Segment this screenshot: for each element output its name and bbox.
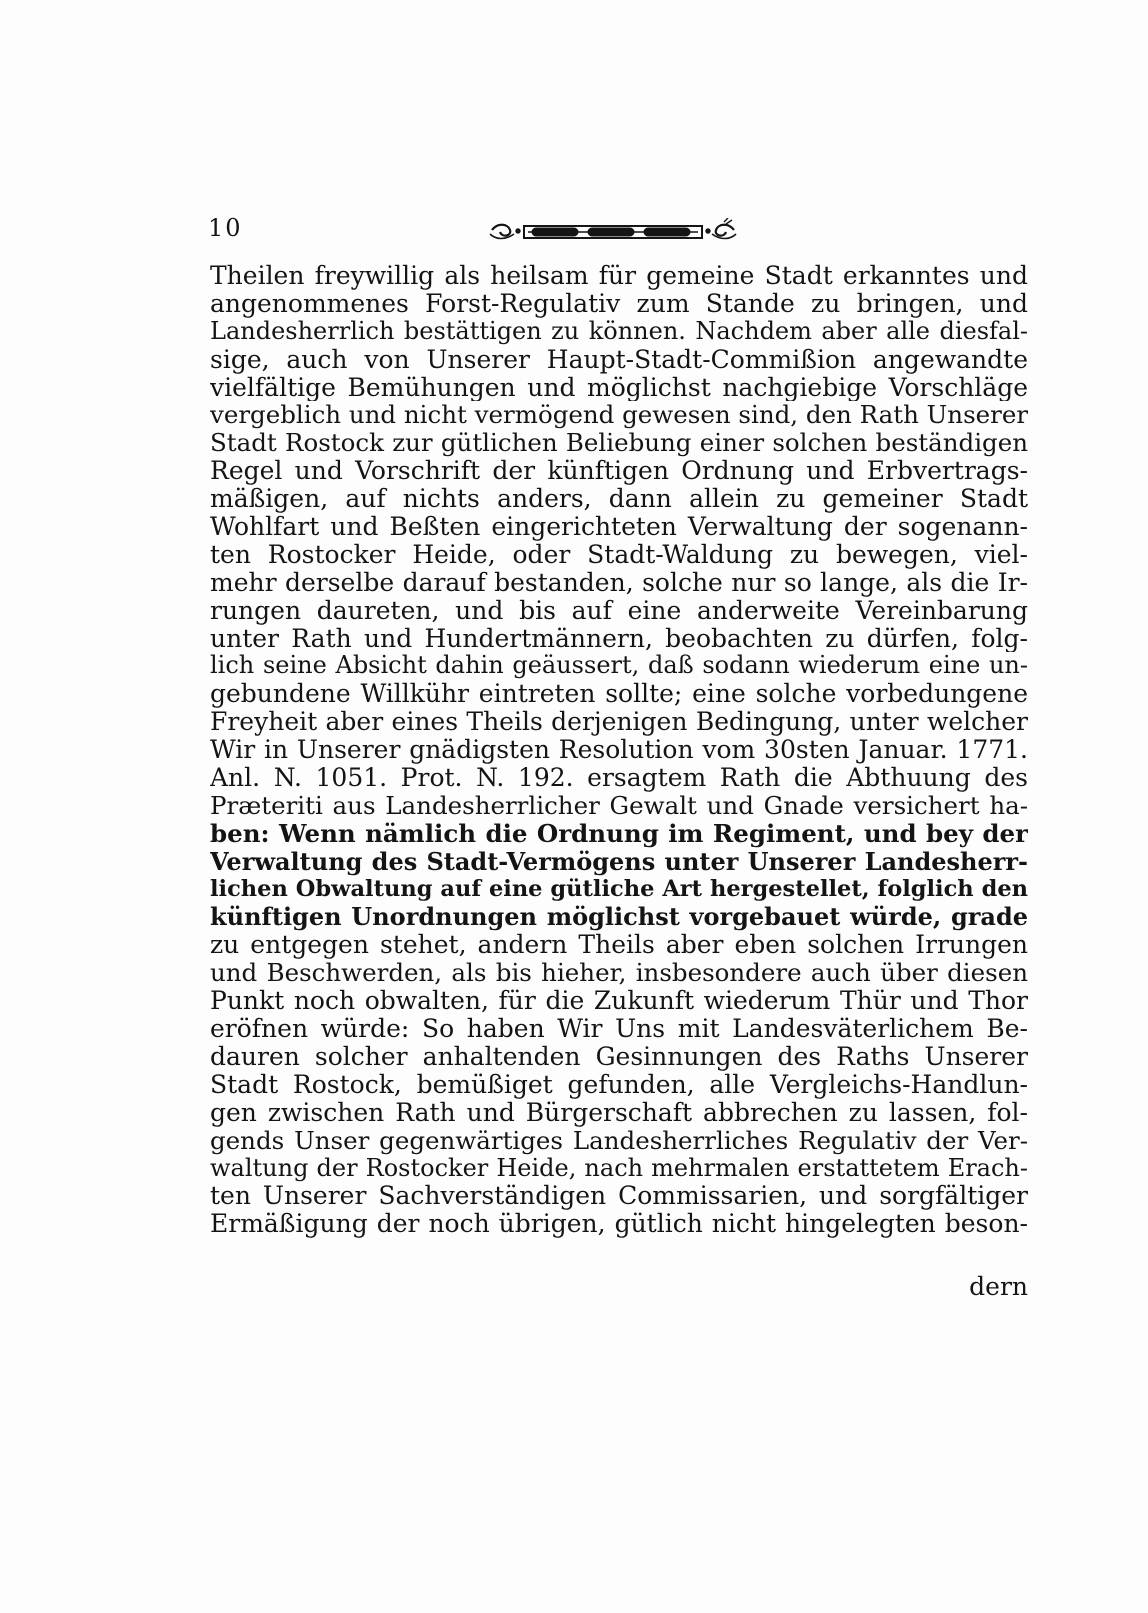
text-line: Landesherrlich bestättigen zu können. Nachdem aber alle diesfal- [210, 317, 1028, 345]
page-body-text [210, 262, 1028, 1238]
text-line: vielfältige Bemühungen und möglichst nachgiebige Vorschläge [210, 373, 1028, 402]
text-line: gebundene Willkühr eintreten sollte; eine solche vorbedungene [210, 680, 1028, 709]
text-line: Freyheit aber eines Theils derjenigen Bedingung, unter welcher [210, 708, 1028, 737]
text-line: ten Rostocker Heide, oder Stadt-Waldung zu bewegen, viel- [210, 540, 1028, 569]
text-line: waltung der Rostocker Heide, nach mehrmalen erstattetem Erach- [210, 1154, 1028, 1182]
text-line: mehr derselbe darauf bestanden, solche nur so lange, als die Ir- [210, 568, 1028, 597]
text-line: gen zwischen Rath und Bürgerschaft abbrechen zu lassen, fol- [210, 1098, 1028, 1127]
text-line: rungen daureten, und bis auf eine anderweite Vereinbarung [210, 596, 1028, 625]
text-line: eröfnen würde: So haben Wir Uns mit Landesväterlichem Be- [210, 1015, 1028, 1043]
text-line: Ermäßigung der noch übrigen, gütlich nicht hingelegten beson- [210, 1210, 1028, 1239]
text-line: zu entgegen stehet, andern Theils aber eben solchen Irrungen [210, 931, 1028, 960]
text-line: unter Rath und Hundertmännern, beobachten zu dürfen, folg- [210, 624, 1028, 653]
text-line: angenommenes Forst-Regulativ zum Stande zu bringen, und [210, 289, 1028, 318]
text-line: ten Unserer Sachverständigen Commissarien, und sorgfältiger [210, 1182, 1028, 1211]
text-line: mäßigen, auf nichts anders, dann allein zu gemeiner Stadt [210, 485, 1028, 514]
text-line: Theilen freywillig als heilsam für gemeine Stadt erkanntes und [210, 262, 1028, 290]
text-line: Wohlfart und Beßten eingerichteten Verwaltung der sogenann- [210, 513, 1028, 541]
text-line: Verwaltung des Stadt-Vermögens unter Unserer Landesherr- [210, 847, 1028, 876]
text-line: lichen Obwaltung auf eine gütliche Art hergestellet, folglich den [210, 875, 1028, 902]
text-line: ben: Wenn nämlich die Ordnung im Regiment, und bey der [210, 819, 1028, 848]
catchword: dern [969, 1272, 1028, 1301]
text-line: Punkt noch obwalten, für die Zukunft wiederum Thür und Thor [210, 987, 1028, 1016]
text-line: gends Unser gegenwärtiges Landesherrliches Regulativ der Ver- [210, 1126, 1028, 1155]
text-line: Anl. N. 1051. Prot. N. 192. ersagtem Rath die Abthuung des [210, 764, 1028, 792]
text-line: dauren solcher anhaltenden Gesinnungen des Raths Unserer [210, 1042, 1028, 1071]
text-line: sige, auch von Unserer Haupt-Stadt-Commißion angewandte [210, 345, 1028, 374]
text-line: und Beschwerden, als bis hieher, insbesondere auch über diesen [210, 959, 1028, 988]
decorative-header-ornament-icon [488, 218, 738, 246]
text-line: Stadt Rostock zur gütlichen Beliebung einer solchen beständigen [210, 429, 1028, 458]
text-line: Wir in Unserer gnädigsten Resolution vom 30sten Januar. 1771. [210, 736, 1028, 765]
text-line: Stadt Rostock, bemüßiget gefunden, alle Vergleichs-Handlun- [210, 1070, 1028, 1099]
text-line: Præteriti aus Landesherrlicher Gewalt und Gnade versichert ha- [210, 791, 1028, 820]
text-line: lich seine Absicht dahin geäussert, daß sodann wiederum eine un- [210, 652, 1028, 680]
page-number: 10 [208, 214, 243, 242]
text-line: Regel und Vorschrift der künftigen Ordnung und Erbvertrags- [210, 457, 1028, 486]
text-line: künftigen Unordnungen möglichst vorgebauet würde, grade [210, 903, 1028, 932]
text-line: vergeblich und nicht vermögend gewesen sind, den Rath Unserer [210, 401, 1028, 430]
